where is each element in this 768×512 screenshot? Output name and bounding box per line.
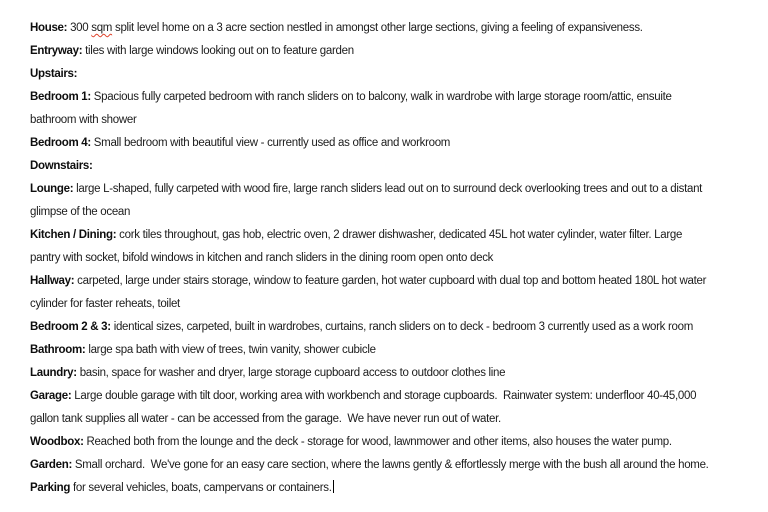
field-label: Parking: [30, 482, 71, 494]
field-text: cylinder for faster reheats, toilet: [30, 298, 180, 310]
text-line[interactable]: [30, 431, 744, 454]
field-text: Reached both from the lounge and the deck - storage for wood, lawnmower and other items, also houses the water pump.: [83, 436, 672, 448]
field-text: glimpse of the ocean: [30, 206, 131, 218]
field-label: Bedroom 1:: [30, 91, 91, 103]
field-text: large L-shaped, fully carpeted with wood fire, large ranch sliders lead out on to surround deck overlooking trees and out to a distant: [73, 183, 703, 195]
field-label: Garden:: [30, 459, 72, 471]
text-line[interactable]: [30, 86, 744, 109]
field-label: Upstairs:: [30, 68, 78, 80]
misspelled-word[interactable]: sqm: [91, 22, 113, 34]
text-line[interactable]: [30, 224, 744, 247]
text-line[interactable]: [30, 385, 744, 408]
field-label: House:: [30, 22, 68, 34]
field-text: pantry with socket, bifold windows in kitchen and ranch sliders in the dining room open onto deck: [30, 252, 494, 264]
field-label: Garage:: [30, 390, 72, 402]
field-text: 300: [67, 22, 92, 34]
field-text: Large double garage with tilt door, working area with workbench and storage cupboards. Rainwater system: underfloor 40-45,000: [71, 390, 697, 402]
field-label: Entryway:: [30, 45, 83, 57]
field-text: bathroom with shower: [30, 114, 137, 126]
text-line[interactable]: [30, 454, 744, 477]
text-line[interactable]: [30, 63, 744, 86]
field-label: Lounge:: [30, 183, 74, 195]
text-line[interactable]: [30, 178, 744, 201]
text-line[interactable]: [30, 293, 744, 316]
text-line[interactable]: [30, 247, 744, 270]
field-text: cork tiles throughout, gas hob, electric oven, 2 drawer dishwasher, dedicated 45L hot water cylinder, water filter. Large: [116, 229, 683, 241]
field-text: Spacious fully carpeted bedroom with ranch sliders on to balcony, walk in wardrobe with large storage room/attic, ensuite: [90, 91, 672, 103]
text-line[interactable]: [30, 132, 744, 155]
field-label: Hallway:: [30, 275, 75, 287]
field-text: identical sizes, carpeted, built in wardrobes, curtains, ranch sliders on to deck - bedroom 3 currently used as a work room: [110, 321, 693, 333]
field-label: Kitchen / Dining:: [30, 229, 117, 241]
field-text: large spa bath with view of trees, twin vanity, shower cubicle: [85, 344, 376, 356]
field-label: Bedroom 4:: [30, 137, 91, 149]
text-line[interactable]: [30, 339, 744, 362]
field-text: tiles with large windows looking out on to feature garden: [82, 45, 354, 57]
text-line[interactable]: [30, 316, 744, 339]
field-text: split level home on a 3 acre section nestled in amongst other large sections, giving a feeling of expansiveness.: [112, 22, 643, 34]
field-label: Bathroom:: [30, 344, 86, 356]
text-line[interactable]: [30, 40, 744, 63]
field-label: Downstairs:: [30, 160, 93, 172]
text-line[interactable]: [30, 362, 744, 385]
field-label: Woodbox:: [30, 436, 84, 448]
field-label: Bedroom 2 & 3:: [30, 321, 111, 333]
field-label: Laundry:: [30, 367, 77, 379]
field-text: carpeted, large under stairs storage, window to feature garden, hot water cupboard with dual top and bottom heated 180L hot water: [74, 275, 707, 287]
text-line[interactable]: [30, 477, 744, 500]
text-line[interactable]: [30, 155, 744, 178]
text-line[interactable]: [30, 109, 744, 132]
field-text: Small bedroom with beautiful view - currently used as office and workroom: [90, 137, 451, 149]
text-line[interactable]: [30, 270, 744, 293]
field-text: basin, space for washer and dryer, large storage cupboard access to outdoor clothes line: [76, 367, 506, 379]
field-text: Small orchard. We've gone for an easy care section, where the lawns gently & effortlessly merge with the bush all around the home.: [72, 459, 709, 471]
document-body[interactable]: [30, 17, 744, 500]
text-line[interactable]: [30, 201, 744, 224]
text-cursor: [333, 480, 334, 493]
text-line[interactable]: [30, 17, 744, 40]
field-text: gallon tank supplies all water - can be accessed from the garage. We have never run out of water.: [30, 413, 501, 425]
text-line[interactable]: [30, 408, 744, 431]
field-text: for several vehicles, boats, campervans or containers.: [70, 482, 332, 494]
